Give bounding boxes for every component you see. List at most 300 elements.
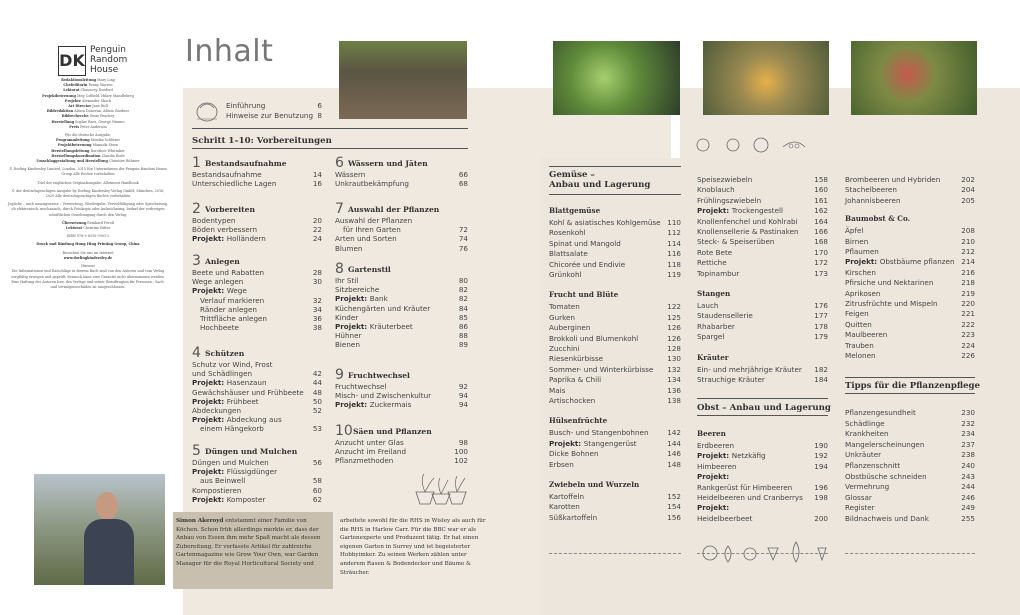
toc-entry[interactable] — [335, 234, 468, 243]
toc-entry[interactable] — [549, 313, 681, 322]
toc-entry[interactable] — [845, 461, 975, 470]
imprint-web: Besuchen Sie uns im Internet www.dorlingkindersley.de — [62, 250, 114, 260]
toc-entry[interactable] — [697, 365, 828, 374]
toc-entry-label: Quitten — [845, 319, 872, 329]
toc-entry[interactable] — [697, 514, 828, 523]
author-bio-right: arbeitete sowohl für die RHS in Wisley als auch für die RHS in Harlow Carr. Für die BBC war er als Gartenexperte und Produzent tätig. Er hat einen eigenen Garten in Surrey und ist begeisterter Hobbyimker. Zu seinen Werken zählen unter anderem Rasen & Bodendecker und Bäume & Sträucher. — [340, 518, 486, 576]
toc-entry[interactable] — [192, 486, 322, 495]
toc-entry-label: Feigen — [845, 309, 869, 319]
toc-entry[interactable] — [192, 170, 322, 179]
toc-entry[interactable] — [697, 206, 828, 215]
toc-entry-label: Anzucht unter Glas — [335, 438, 404, 447]
toc-entry[interactable] — [845, 196, 975, 205]
imprint-german-credits: Für die deutsche Ausgabe: Programmleitung Monika Schlitzer Projektbetreuung Manuela Stern Herstellungsleitung Dorothee Whittaker Herstellungskoordination Claudia Rode Umschlaggestaltung und Herstellung Christine Rühmer — [36, 133, 140, 164]
toc-entry[interactable] — [200, 314, 322, 323]
toc-entry-label: Register — [845, 503, 875, 513]
toc-entry[interactable] — [192, 406, 322, 415]
imprint-credits: Redaktionsleitung Mary Ling Chefeditorin Penny Warren Lektorat Chauncey Dunford Projektbetreuung Meg Coffield, Hilary Mandleberg Projekte Alexander Skoch Art Director Jane Bull Bildredaktion Alison Donovan, Alison Gardner Bildrecherche Susie Peachey Herstellung Sophie Bacs, George Nimmo Preis Peter Anderson — [42, 78, 134, 129]
toc-entry[interactable] — [335, 400, 468, 409]
toc-entry[interactable] — [335, 322, 468, 331]
toc-entry-label: Chicorée und Endivie — [549, 259, 626, 269]
toc-entry-page: 204 — [961, 185, 975, 195]
toc-entry[interactable] — [192, 458, 322, 467]
toc-entry-label: Speisezwiebeln — [697, 175, 753, 184]
toc-entry-page: 221 — [961, 309, 975, 319]
toc-entry[interactable] — [549, 344, 681, 353]
toc-entry[interactable] — [845, 299, 975, 308]
toc-entry-label: Bienen — [335, 340, 360, 350]
fruit-rule-top — [697, 398, 828, 399]
toc-entry-label: Projekt: Flüssigdünger — [192, 467, 278, 477]
toc-entry-label: Projekt: Hasenzaun — [192, 378, 267, 388]
toc-entry-page: 116 — [667, 249, 681, 259]
toc-entry[interactable] — [697, 493, 828, 502]
toc-entry[interactable] — [549, 302, 681, 311]
toc-entry[interactable] — [697, 269, 828, 278]
toc-entry[interactable] — [845, 450, 975, 459]
toc-entry-page: 122 — [667, 302, 681, 312]
toc-entry[interactable] — [549, 375, 681, 384]
toc-entry[interactable] — [697, 301, 828, 310]
toc-entry-page: 173 — [814, 268, 828, 278]
toc-entry-label: Pfirsiche und Nektarinen — [845, 278, 934, 288]
toc-entry[interactable] — [192, 268, 322, 277]
toc-entry-page: 102 — [454, 456, 468, 466]
section-title: Anlegen — [205, 257, 240, 266]
toc-entry-page: 249 — [961, 503, 975, 513]
toc-entry[interactable] — [697, 258, 828, 267]
toc-column-3 — [549, 0, 681, 615]
toc-entry[interactable] — [697, 175, 828, 184]
toc-entry-page: 8 — [317, 110, 322, 120]
section-number: 4 — [192, 345, 201, 361]
imprint-paragraph: © Dorling Kindersley Limited, London, 2015 Ein Unternehmen der Penguin Random House Group Alle Rechte vorbehalten — [9, 167, 167, 177]
toc-entry-label: Brombeeren und Hybriden — [845, 175, 941, 184]
toc-entry-label: Knollenfenchel und Kohlrabi — [697, 216, 798, 226]
toc-entry[interactable] — [697, 227, 828, 236]
toc-entry[interactable] — [192, 234, 322, 243]
toc-entry[interactable] — [549, 354, 681, 363]
toc-entry[interactable] — [192, 397, 322, 406]
toc-entry[interactable] — [697, 332, 828, 341]
toc-entry[interactable] — [192, 495, 322, 504]
toc-entry[interactable] — [192, 369, 322, 378]
toc-entry[interactable] — [845, 278, 975, 287]
toc-entry[interactable] — [549, 513, 681, 522]
section-title: Vorbereiten — [205, 205, 255, 214]
steps-heading: Schritt 1–10: Vorbereitungen — [192, 136, 332, 146]
toc-entry-label: Ränder anlegen — [200, 304, 257, 314]
toc-entry-label: Frühlingszwiebeln — [697, 195, 762, 205]
toc-entry-page: 82 — [458, 294, 468, 304]
toc-entry-page: 44 — [312, 378, 322, 388]
toc-entry-label: Steck- & Speiserüben — [697, 237, 775, 247]
toc-entry[interactable] — [697, 462, 828, 471]
toc-entry-page: 202 — [961, 175, 975, 184]
toc-entry-page: 168 — [814, 237, 828, 247]
toc-entry-label: Lauch — [697, 301, 719, 310]
author-bio-left: Simon Akeroyd entstammt einer Familie von Köchen. Schon früh allerdings merkte er, dass der Anbau von Essen ihm mehr Spaß macht als dessen Zubereitung. Er verfasste Artikel für zahlreiche Gartenmagazine wie Grow Your Own, war Garden Manager für die Royal Horticultural Society und — [176, 518, 321, 567]
toc-entry[interactable] — [335, 294, 468, 303]
toc-entry-label: Erbsen — [549, 459, 574, 469]
toc-entry-label: Dicke Bohnen — [549, 449, 599, 459]
toc-entry[interactable] — [549, 334, 681, 343]
toc-entry-label: einem Hängekorb — [200, 424, 264, 434]
toc-entry-page: 72 — [458, 225, 468, 235]
toc-entry-label: Knoblauch — [697, 185, 735, 195]
toc-entry[interactable] — [549, 449, 681, 458]
section-title: Säen und Pflanzen — [353, 427, 432, 436]
toc-entry-page: 53 — [312, 424, 322, 434]
veg-rule-bottom — [549, 194, 681, 195]
toc-entry-label: Gewächshäuser und Frühbeete — [192, 387, 304, 397]
toc-entry[interactable] — [845, 482, 975, 491]
toc-entry-label: Projekt: Netzkäfig — [697, 451, 766, 461]
toc-entry[interactable] — [697, 311, 828, 320]
toc-entry[interactable] — [697, 441, 828, 450]
toc-entry[interactable] — [200, 305, 322, 314]
toc-entry[interactable] — [192, 225, 322, 234]
toc-entry[interactable] — [200, 476, 322, 485]
toc-entry-page: 136 — [667, 385, 681, 395]
toc-entry[interactable] — [549, 228, 681, 237]
imprint-column — [8, 78, 168, 293]
toc-entry-page: 138 — [667, 396, 681, 405]
toc-entry-label: Artischocken — [549, 396, 596, 405]
toc-entry-page: 30 — [312, 277, 322, 287]
toc-entry-label: Rhabarber — [697, 321, 735, 331]
toc-entry[interactable] — [549, 396, 681, 405]
toc-entry-page: 62 — [312, 494, 322, 504]
toc-entry[interactable] — [845, 472, 975, 481]
toc-entry[interactable] — [335, 340, 468, 349]
toc-entry[interactable] — [226, 101, 322, 110]
toc-entry[interactable] — [335, 285, 468, 294]
toc-entry-label: Zucchini — [549, 344, 580, 353]
toc-entry[interactable] — [549, 270, 681, 279]
toc-group-heading: Blattgemüse — [549, 206, 601, 215]
toc-entry-page: 14 — [312, 170, 322, 179]
toc-entry[interactable] — [335, 313, 468, 322]
toc-entry-page: 177 — [814, 311, 828, 321]
toc-entry-label: Ein- und mehrjährige Kräuter — [697, 364, 802, 374]
toc-entry-page: 146 — [667, 449, 681, 459]
toc-entry-page: 89 — [458, 340, 468, 350]
fruit-icons-sketch — [700, 540, 832, 564]
toc-entry[interactable] — [845, 289, 975, 298]
toc-entry-label: Verlauf markieren — [200, 295, 265, 305]
toc-entry[interactable] — [845, 257, 975, 266]
toc-entry-page: 6 — [317, 101, 322, 110]
toc-entry[interactable] — [343, 225, 468, 234]
toc-entry-label: Äpfel — [845, 226, 864, 236]
toc-entry-label: Projekt: Frühbeet — [192, 396, 259, 406]
toc-entry[interactable] — [845, 309, 975, 318]
toc-entry-label: Mais — [549, 385, 566, 395]
toc-entry[interactable] — [845, 341, 975, 350]
toc-entry-page: 144 — [667, 438, 681, 448]
toc-entry-label: Rote Bete — [697, 247, 733, 257]
toc-entry-label: Abdeckungen — [192, 406, 242, 415]
toc-entry-label: Hochbeete — [200, 323, 239, 333]
toc-entry[interactable] — [335, 456, 468, 465]
toc-entry[interactable] — [845, 237, 975, 246]
toc-entry-page: 36 — [312, 314, 322, 323]
toc-entry[interactable] — [335, 179, 468, 188]
toc-entry[interactable] — [549, 502, 681, 511]
toc-entry[interactable] — [845, 247, 975, 256]
toc-entry-label: Düngen und Mulchen — [192, 458, 269, 467]
toc-entry-page: 194 — [814, 461, 828, 471]
vegetable-icons-sketch — [693, 135, 825, 155]
toc-entry-page: 48 — [312, 387, 322, 397]
toc-entry-page: 214 — [961, 257, 975, 267]
toc-entry-page: 182 — [814, 364, 828, 374]
toc-entry-label: Unkräuter — [845, 450, 882, 460]
toc-entry-label: Knollensellerie & Pastinaken — [697, 227, 799, 236]
toc-entry-page: 152 — [667, 492, 681, 501]
toc-entry[interactable] — [697, 322, 828, 331]
toc-entry-page: 190 — [814, 441, 828, 450]
toc-entry[interactable] — [697, 185, 828, 194]
toc-entry[interactable] — [697, 483, 828, 492]
toc-entry-page: 94 — [458, 400, 468, 410]
toc-column-5 — [845, 0, 981, 615]
toc-entry[interactable] — [845, 226, 975, 235]
toc-entry-page: 158 — [814, 175, 828, 184]
toc-entry[interactable] — [697, 503, 828, 512]
toc-entry-label: Beete und Rabatten — [192, 268, 265, 277]
toc-entry[interactable] — [549, 218, 681, 227]
toc-entry[interactable] — [192, 277, 322, 286]
toc-entry-page: 94 — [458, 391, 468, 401]
toc-entry[interactable] — [192, 415, 322, 424]
toc-entry-label: Projekt: Komposter — [192, 494, 266, 504]
toc-entry[interactable] — [845, 429, 975, 438]
toc-entry[interactable] — [697, 196, 828, 205]
toc-entry[interactable] — [549, 239, 681, 248]
toc-entry[interactable] — [845, 185, 975, 194]
toc-entry-page: 80 — [458, 276, 468, 285]
section-number: 5 — [192, 443, 201, 459]
toc-entry-page: 208 — [961, 226, 975, 236]
toc-entry-page: 42 — [312, 369, 322, 379]
toc-entry-page: 238 — [961, 450, 975, 460]
toc-entry[interactable] — [200, 296, 322, 305]
toc-entry-label: Projekt: Bank — [335, 294, 388, 304]
toc-entry-label: Einführung — [226, 101, 266, 110]
toc-entry[interactable] — [335, 447, 468, 456]
toc-entry-page: 222 — [961, 319, 975, 329]
toc-entry-label: und Schädlingen — [192, 369, 253, 379]
toc-entry-label: Obstbüsche schneiden — [845, 471, 927, 481]
toc-entry-label: Projekt: Stangengerüst — [549, 438, 637, 448]
toc-entry[interactable] — [845, 351, 975, 360]
toc-entry-label: Kinder — [335, 312, 359, 322]
toc-group-heading: Baumobst & Co. — [845, 214, 911, 224]
toc-entry-page: 52 — [312, 406, 322, 415]
toc-entry-label: Küchengärten und Kräuter — [335, 303, 431, 313]
toc-entry[interactable] — [335, 438, 468, 447]
toc-entry-label: Unkrautbekämpfung — [335, 179, 409, 189]
section-number: 1 — [192, 155, 201, 171]
toc-entry[interactable] — [192, 388, 322, 397]
toc-entry-page: 98 — [458, 438, 468, 447]
toc-entry-label: Schädlinge — [845, 418, 885, 428]
toc-entry-page: 216 — [961, 267, 975, 277]
toc-entry[interactable] — [845, 419, 975, 428]
toc-entry-label: Projekt: Zuckermais — [335, 400, 412, 410]
toc-entry[interactable] — [335, 244, 468, 253]
toc-entry[interactable] — [200, 323, 322, 332]
toc-entry-page: 162 — [814, 206, 828, 216]
toc-entry[interactable] — [335, 382, 468, 391]
section-title: Bestandsaufnahme — [205, 159, 287, 168]
toc-entry-label: Projekt: Abdeckung aus — [192, 415, 282, 425]
toc-entry[interactable] — [845, 268, 975, 277]
toc-entry-page: 210 — [961, 236, 975, 246]
toc-entry-label: Trauben — [845, 340, 874, 350]
toc-entry[interactable] — [549, 460, 681, 469]
toc-entry-label: Böden verbessern — [192, 225, 258, 235]
toc-entry-label: Pflanzenschnitt — [845, 461, 901, 470]
toc-entry[interactable] — [845, 320, 975, 329]
toc-entry-label: Spinat und Mangold — [549, 238, 621, 248]
section-title: Schützen — [205, 349, 245, 358]
toc-entry[interactable] — [845, 493, 975, 502]
toc-entry[interactable] — [845, 440, 975, 449]
toc-entry[interactable] — [192, 467, 322, 476]
toc-group-heading: Frucht und Blüte — [549, 290, 619, 300]
toc-group-heading: Beeren — [697, 429, 726, 438]
toc-entry[interactable] — [200, 424, 322, 433]
toc-entry[interactable] — [549, 428, 681, 437]
toc-entry[interactable] — [697, 248, 828, 257]
toc-entry[interactable] — [549, 365, 681, 374]
tips-rule-top — [845, 377, 975, 378]
toc-entry-label: Fruchtwechsel — [335, 382, 387, 391]
toc-entry-label: Süßkartoffeln — [549, 512, 598, 522]
toc-entry-label: Staudensellerie — [697, 311, 753, 321]
toc-entry-page: 230 — [961, 408, 975, 417]
toc-entry[interactable] — [697, 375, 828, 384]
toc-entry-page: 126 — [667, 323, 681, 333]
toc-entry[interactable] — [192, 286, 322, 295]
dashed-divider — [549, 553, 681, 554]
toc-entry[interactable] — [192, 216, 322, 225]
toc-entry-page: 126 — [667, 333, 681, 343]
toc-entry-label: Pflaumen — [845, 247, 879, 256]
toc-entry-page: 74 — [458, 234, 468, 244]
potted-plants-sketch — [410, 472, 470, 506]
toc-entry-label: Paprika & Chili — [549, 375, 602, 385]
toc-entry-page: 34 — [312, 304, 322, 314]
toc-entry[interactable] — [226, 111, 322, 120]
toc-entry-page: 76 — [458, 243, 468, 253]
toc-entry-label: Schutz vor Wind, Frost — [192, 360, 273, 369]
toc-entry[interactable] — [335, 331, 468, 340]
toc-entry-label: Projekt: Trockengestell — [697, 206, 784, 216]
toc-entry-page: 234 — [961, 429, 975, 439]
toc-entry-page: 178 — [814, 321, 828, 331]
toc-entry-label: Projekt: — [697, 472, 730, 482]
imprint-paragraph: © der deutschsprachigen Ausgabe by Dorling Kindersley Verlag GmbH, München, 2016, 2020 Alle deutschsprachigen Rechte vorbehalten — [11, 188, 165, 199]
toc-entry-label: Rettiche — [697, 258, 727, 268]
fruit-heading: Obst – Anbau und Lagerung — [697, 403, 831, 413]
toc-entry-label: aus Beinwell — [200, 476, 246, 486]
section-title: Düngen und Mulchen — [205, 447, 298, 456]
toc-entry-label: Projekt: Obstbäume pflanzen — [845, 257, 955, 267]
toc-entry-page: 16 — [312, 179, 322, 189]
toc-entry[interactable] — [549, 492, 681, 501]
tips-heading: Tipps für die Pflanzenpflege — [845, 381, 981, 391]
toc-entry[interactable] — [845, 503, 975, 512]
toc-entry[interactable] — [335, 216, 468, 225]
toc-entry-label: Grünkohl — [549, 270, 582, 279]
toc-entry-page: 86 — [458, 322, 468, 331]
toc-entry-page: 218 — [961, 278, 975, 288]
toc-entry[interactable] — [335, 304, 468, 313]
imprint-paragraph: Titel der englischen Originalausgabe: Allotment Handbook — [37, 180, 139, 185]
toc-entry[interactable] — [192, 378, 322, 387]
toc-entry[interactable] — [335, 276, 468, 285]
toc-entry-page: 161 — [814, 195, 828, 205]
toc-entry-label: Brokkoli und Blumenkohl — [549, 333, 639, 343]
toc-entry[interactable] — [697, 217, 828, 226]
toc-entry[interactable] — [845, 175, 975, 184]
dashed-divider — [845, 553, 975, 554]
toc-entry[interactable] — [549, 260, 681, 269]
toc-entry[interactable] — [549, 249, 681, 258]
toc-entry-page: 184 — [814, 375, 828, 384]
toc-entry[interactable] — [845, 330, 975, 339]
toc-entry-page: 82 — [458, 285, 468, 295]
section-number: 9 — [335, 367, 344, 383]
toc-entry[interactable] — [697, 451, 828, 460]
toc-entry-page: 170 — [814, 247, 828, 257]
toc-entry-label: Zitrusfrüchte und Mispeln — [845, 299, 938, 308]
toc-entry-label: Bildnachweis und Dank — [845, 514, 929, 523]
toc-entry[interactable] — [549, 439, 681, 448]
toc-entry[interactable] — [845, 514, 975, 523]
toc-entry[interactable] — [335, 391, 468, 400]
toc-entry[interactable] — [549, 386, 681, 395]
toc-entry-page: 56 — [312, 458, 322, 467]
toc-entry[interactable] — [845, 408, 975, 417]
toc-entry[interactable] — [192, 179, 322, 188]
section-number: 6 — [335, 155, 344, 171]
toc-entry-page: 132 — [667, 364, 681, 374]
toc-entry-page: 212 — [961, 247, 975, 256]
toc-entry-page: 196 — [814, 482, 828, 492]
toc-entry[interactable] — [549, 323, 681, 332]
toc-group-heading: Kräuter — [697, 352, 729, 362]
toc-entry-page: 154 — [667, 502, 681, 512]
fruit-rule-bottom — [697, 415, 828, 416]
toc-entry-page: 134 — [667, 375, 681, 385]
toc-entry[interactable] — [697, 472, 828, 481]
section-title: Wässern und Jäten — [348, 159, 428, 168]
toc-entry-page: 223 — [961, 330, 975, 340]
toc-entry-page: 38 — [312, 323, 322, 333]
toc-entry[interactable] — [192, 360, 322, 369]
toc-entry[interactable] — [697, 237, 828, 246]
toc-entry-label: Gurken — [549, 312, 575, 322]
imprint-notice: Hinweis Die Informationen und Ratschläge in diesem Buch sind von den Autoren und vom Verlag sorgfältig erwogen und geprüft, dennoch kann eine Garantie nicht übernommen werden. Eine Haftung der Autoren bzw. des Verlags und seiner Beauftragten für Personen-, Sach- und Vermögensschäden ist ausgeschlossen. — [11, 264, 165, 289]
dk-logo: DK — [58, 46, 86, 76]
toc-entry-page: 176 — [814, 301, 828, 310]
toc-entry[interactable] — [335, 170, 468, 179]
